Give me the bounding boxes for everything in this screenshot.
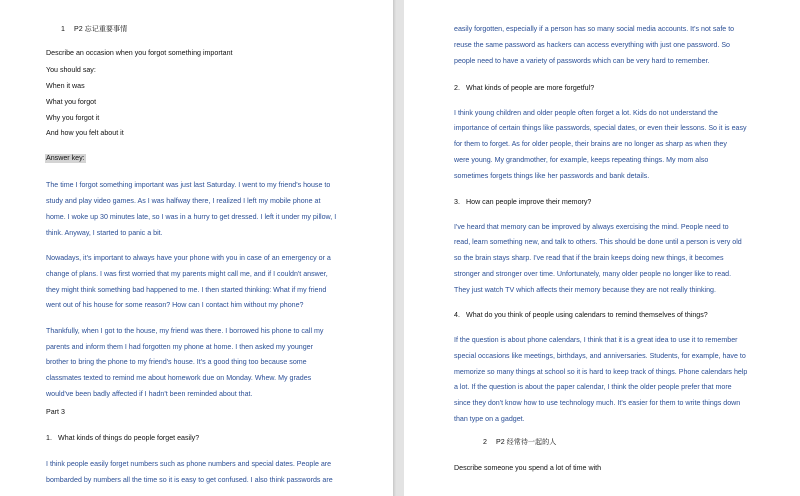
answer-line: memorize so many things at school so it is hard to keep track of things. Phone calendars help bbox=[454, 368, 748, 376]
answer-line: parents and inform them I had forgotten my phone at home. I then asked my younger bbox=[46, 343, 313, 351]
heading-number: 1 bbox=[61, 25, 65, 33]
answer-line: think. Anyway, I started to panic a bit. bbox=[46, 229, 163, 237]
question-text: What do you think of people using calendars to remind themselves of things? bbox=[466, 311, 708, 319]
answer-line: went out of his house for some reason? How can I contact him without my phone? bbox=[46, 301, 304, 309]
answer-line: sometimes forgets things like her passwords and bank details. bbox=[454, 172, 650, 180]
answer-line: than type on a gadget. bbox=[454, 415, 525, 423]
part-label: Part 3 bbox=[46, 408, 65, 416]
question-text: What kinds of things do people forget easily? bbox=[58, 434, 200, 442]
answer-line: people need to have a variety of passwords which can be very hard to remember. bbox=[454, 57, 710, 65]
question-number: 3. bbox=[454, 198, 460, 206]
answer-line: a lot. If the question is about the paper calendar, I think the older people prefer that more bbox=[454, 383, 732, 391]
answer-line: easily forgotten, especially if a person has so many social media accounts. It's not safe to bbox=[454, 25, 735, 33]
answer-line: would've been badly affected if I hadn't been reminded about that. bbox=[46, 390, 253, 398]
answer-line: importance of certain things like passwords, special dates, or even their lessons. So it is easy bbox=[454, 124, 747, 132]
question-text: What kinds of people are more forgetful? bbox=[466, 84, 595, 92]
question-number: 4. bbox=[454, 311, 460, 319]
answer-line: home. I woke up 30 minutes late, so I was in a hurry to get dressed. I left it under my pillow, I bbox=[46, 213, 337, 221]
answer-line: change of plans. I was first worried that my parents might call me, and if I couldn't answer, bbox=[46, 270, 328, 278]
answer-line: for them to forget. As for older people, their brains are no longer as sharp as when they bbox=[454, 140, 727, 148]
prompt-line: You should say: bbox=[46, 66, 96, 74]
answer-line: special occasions like meetings, birthdays, and anniversaries. Students, for example, have to bbox=[454, 352, 746, 360]
answer-line: study and play video games. As I was halfway there, I realized I left my mobile phone at bbox=[46, 197, 321, 205]
answer-key-label: Answer key: bbox=[46, 154, 85, 162]
answer-line: Nowadays, it's important to always have your phone with you in case of an emergency or a bbox=[46, 254, 331, 262]
question-number: 1. bbox=[46, 434, 52, 442]
answer-line: I think people easily forget numbers such as phone numbers and special dates. People are bbox=[46, 460, 332, 468]
prompt-line: Describe an occasion when you forgot something important bbox=[46, 49, 233, 57]
answer-line: bombarded by numbers all the time so it is easy to get confused. I also think passwords are bbox=[46, 476, 333, 484]
page-gutter bbox=[393, 0, 404, 496]
page-right bbox=[404, 0, 800, 496]
answer-line: were young. My grandmother, for example, keeps repeating things. My mom also bbox=[454, 156, 709, 164]
answer-line: reuse the same password as hackers can access everything with just one password. So bbox=[454, 41, 731, 49]
answer-line: I think young children and older people often forget a lot. Kids do not understand the bbox=[454, 109, 718, 117]
answer-line: The time I forgot something important was just last Saturday. I went to my friend's house to bbox=[46, 181, 331, 189]
answer-line: classmates texted to remind me about homework due on Monday. Whew. My grades bbox=[46, 374, 312, 382]
question-text: How can people improve their memory? bbox=[466, 198, 592, 206]
answer-line: they might think something bad happened to me. I then started thinking: What if my friend bbox=[46, 286, 327, 294]
answer-line: I've heard that memory can be improved by always exercising the mind. People need to bbox=[454, 223, 729, 231]
page-left bbox=[0, 0, 393, 496]
answer-line: since they don't know how to use technology much. It's easier for them to write things down bbox=[454, 399, 741, 407]
prompt-line: And how you felt about it bbox=[46, 129, 124, 137]
question-number: 2. bbox=[454, 84, 460, 92]
prompt-line: Describe someone you spend a lot of time with bbox=[454, 464, 602, 472]
heading-number: 2 bbox=[483, 438, 487, 446]
answer-line: read, learn something new, and talk to others. This should be done until a person is very old bbox=[454, 238, 742, 246]
answer-line: If the question is about phone calendars, I think that it is a great idea to use it to remember bbox=[454, 336, 738, 344]
prompt-line: Why you forgot it bbox=[46, 114, 100, 122]
answer-line: brother to bring the phone to my friend's house. It's a good thing too because some bbox=[46, 358, 307, 366]
heading-title: P2 忘记重要事情 bbox=[74, 25, 128, 33]
answer-line: Thankfully, when I got to the house, my friend was there. I borrowed his phone to call my bbox=[46, 327, 324, 335]
heading-title: P2 经常待一起的人 bbox=[496, 438, 557, 446]
answer-line: They just watch TV which affects their memory because they are not really thinking. bbox=[454, 286, 716, 294]
answer-line: stronger and stronger over time. Unfortunately, many older people no longer like to read. bbox=[454, 270, 732, 278]
answer-line: so the brain stays sharp. I've read that if the brain keeps doing new things, it becomes bbox=[454, 254, 724, 262]
prompt-line: When it was bbox=[46, 82, 85, 90]
prompt-line: What you forgot bbox=[46, 98, 97, 106]
